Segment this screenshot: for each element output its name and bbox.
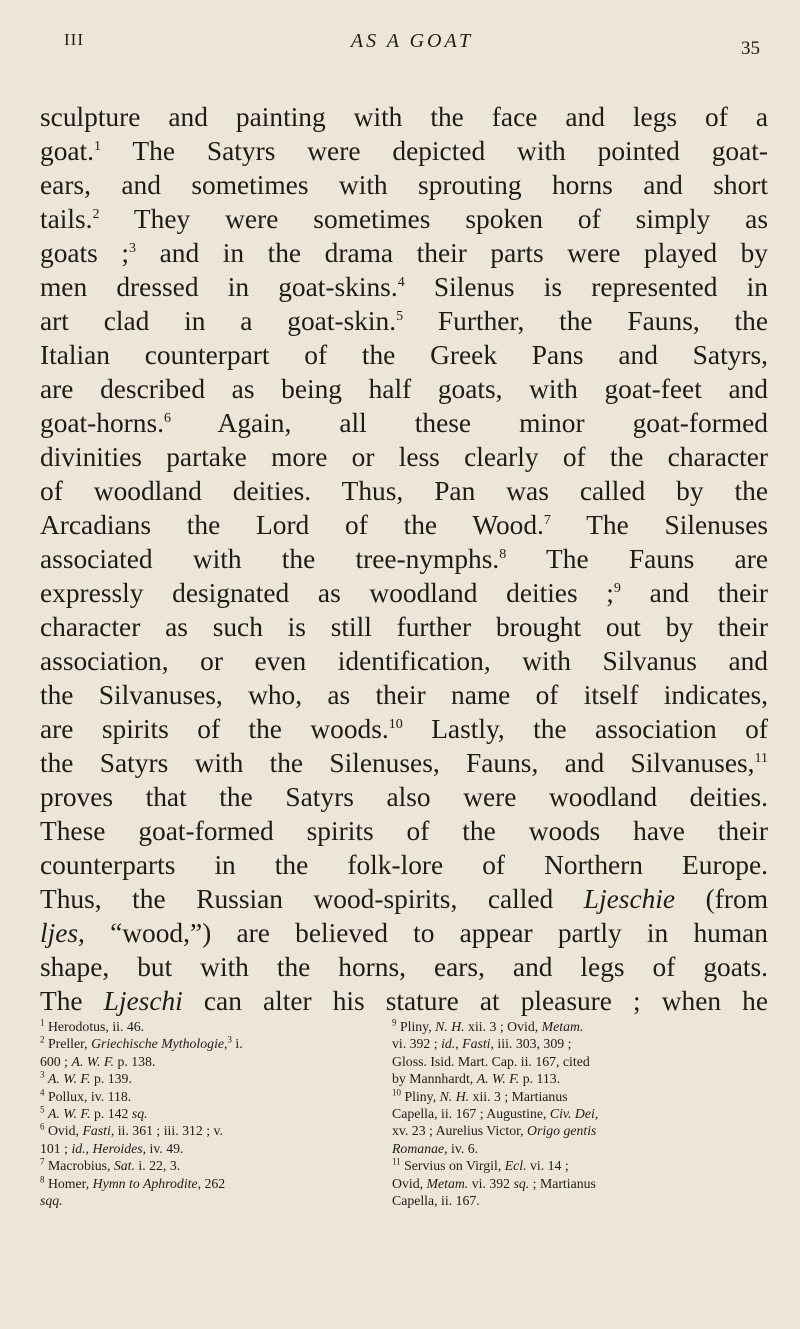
text-line: expressly designated as woodland deities ;$^9$ and their bbox=[40, 578, 768, 608]
text-line: goat.$^1$ The Satyrs were depicted with pointed goat- bbox=[40, 136, 768, 166]
footnote-line: sqq. bbox=[40, 1192, 63, 1208]
text-line: the Satyrs with the Silenuses, Fauns, and Silvanuses,$^{11}$ bbox=[40, 748, 768, 778]
text-line: are described as being half goats, with goat-feet and bbox=[40, 374, 768, 404]
footnote-line: xv. 23 ; Aurelius Victor, Origo gentis bbox=[392, 1123, 597, 1139]
text-line: The Ljeschi can alter his stature at pleasure ; when he bbox=[40, 986, 768, 1016]
footnote-line: 101 ; id., Heroides, iv. 49. bbox=[40, 1140, 184, 1156]
text-line: tails.$^2$ They were sometimes spoken of simply as bbox=[40, 204, 768, 234]
text-line: Arcadians the Lord of the Wood.$^7$ The Silenuses bbox=[40, 510, 769, 540]
footnote-line: by Mannhardt, A. W. F. p. 113. bbox=[392, 1071, 561, 1087]
footnote-line: vi. 392 ; id., Fasti, iii. 303, 309 ; bbox=[392, 1036, 572, 1052]
footnote-line: Ovid, Metam. vi. 392 sq. ; Martianus bbox=[392, 1175, 596, 1191]
chapter-number: III bbox=[64, 30, 84, 49]
footnote-line: 600 ; A. W. F. p. 138. bbox=[40, 1053, 156, 1069]
text-line: character as such is still further brought out by their bbox=[40, 612, 768, 642]
footnote-line: Romanae, iv. 6. bbox=[392, 1140, 479, 1156]
footnote-line: $^{11}$ Servius on Virgil, Ecl. vi. 14 ; bbox=[392, 1156, 569, 1174]
footnotes-right-column bbox=[392, 1018, 770, 1209]
text-line: Italian counterpart of the Greek Pans and Satyrs, bbox=[40, 340, 768, 370]
text-line: divinities partake more or less clearly of the character bbox=[40, 442, 768, 472]
text-line: goat-horns.$^6$ Again, all these minor goat-formed bbox=[40, 408, 768, 438]
text-line: the Silvanuses, who, as their name of itself indicates, bbox=[40, 680, 768, 710]
body-text bbox=[40, 100, 768, 1018]
text-line: ears, and sometimes with sprouting horns and short bbox=[40, 170, 768, 200]
footnote-line: $^4$ Pollux, iv. 118. bbox=[40, 1086, 132, 1104]
text-line: These goat-formed spirits of the woods have their bbox=[40, 816, 768, 846]
footnote-line: $^1$ Herodotus, ii. 46. bbox=[40, 1017, 145, 1034]
text-line: goats ;$^3$ and in the drama their parts were played by bbox=[40, 238, 769, 268]
running-head bbox=[64, 30, 760, 60]
footnote-line: Capella, ii. 167 ; Augustine, Civ. Dei, bbox=[392, 1105, 599, 1121]
text-line: Thus, the Russian wood-spirits, called Ljeschie (from bbox=[40, 884, 768, 914]
footnote-line: $^3$ A. W. F. p. 139. bbox=[40, 1069, 132, 1087]
footnote-line: $^5$ A. W. F. p. 142 sq. bbox=[40, 1104, 148, 1121]
footnotes-left-column bbox=[40, 1018, 368, 1209]
running-title: AS A GOAT bbox=[350, 30, 474, 52]
page-number: 35 bbox=[741, 38, 760, 59]
text-line: of woodland deities. Thus, Pan was called by the bbox=[40, 476, 768, 506]
footnote-line: Gloss. Isid. Mart. Cap. ii. 167, cited bbox=[392, 1053, 590, 1069]
text-line: are spirits of the woods.$^{10}$ Lastly, the association of bbox=[40, 714, 768, 744]
footnote-line: $^2$ Preller, Griechische Mythologie,$^3$ i. bbox=[40, 1034, 243, 1052]
footnote-line: $^7$ Macrobius, Sat. i. 22, 3. bbox=[40, 1156, 181, 1174]
footnote-line: Capella, ii. 167. bbox=[392, 1192, 480, 1208]
footnote-line: $^{10}$ Pliny, N. H. xii. 3 ; Martianus bbox=[392, 1086, 568, 1104]
text-line: associated with the tree-nymphs.$^8$ The Fauns are bbox=[40, 544, 768, 574]
text-line: shape, but with the horns, ears, and legs of goats. bbox=[40, 952, 768, 982]
text-line: sculpture and painting with the face and legs of a bbox=[40, 102, 768, 132]
text-line: counterparts in the folk-lore of Northern Europe. bbox=[40, 850, 768, 880]
footnote-line: $^6$ Ovid, Fasti, ii. 361 ; iii. 312 ; v. bbox=[40, 1121, 223, 1139]
text-line: proves that the Satyrs also were woodland deities. bbox=[40, 782, 768, 812]
footnote-line: $^9$ Pliny, N. H. xii. 3 ; Ovid, Metam. bbox=[392, 1017, 584, 1034]
text-line: ljes, “wood,”) are believed to appear partly in human bbox=[40, 918, 768, 948]
text-line: art clad in a goat-skin.$^5$ Further, the Fauns, the bbox=[40, 306, 768, 336]
footnote-line: $^8$ Homer, Hymn to Aphrodite, 262 bbox=[40, 1173, 226, 1191]
text-line: association, or even identification, with Silvanus and bbox=[40, 646, 768, 676]
text-line: men dressed in goat-skins.$^4$ Silenus is represented in bbox=[40, 272, 768, 302]
